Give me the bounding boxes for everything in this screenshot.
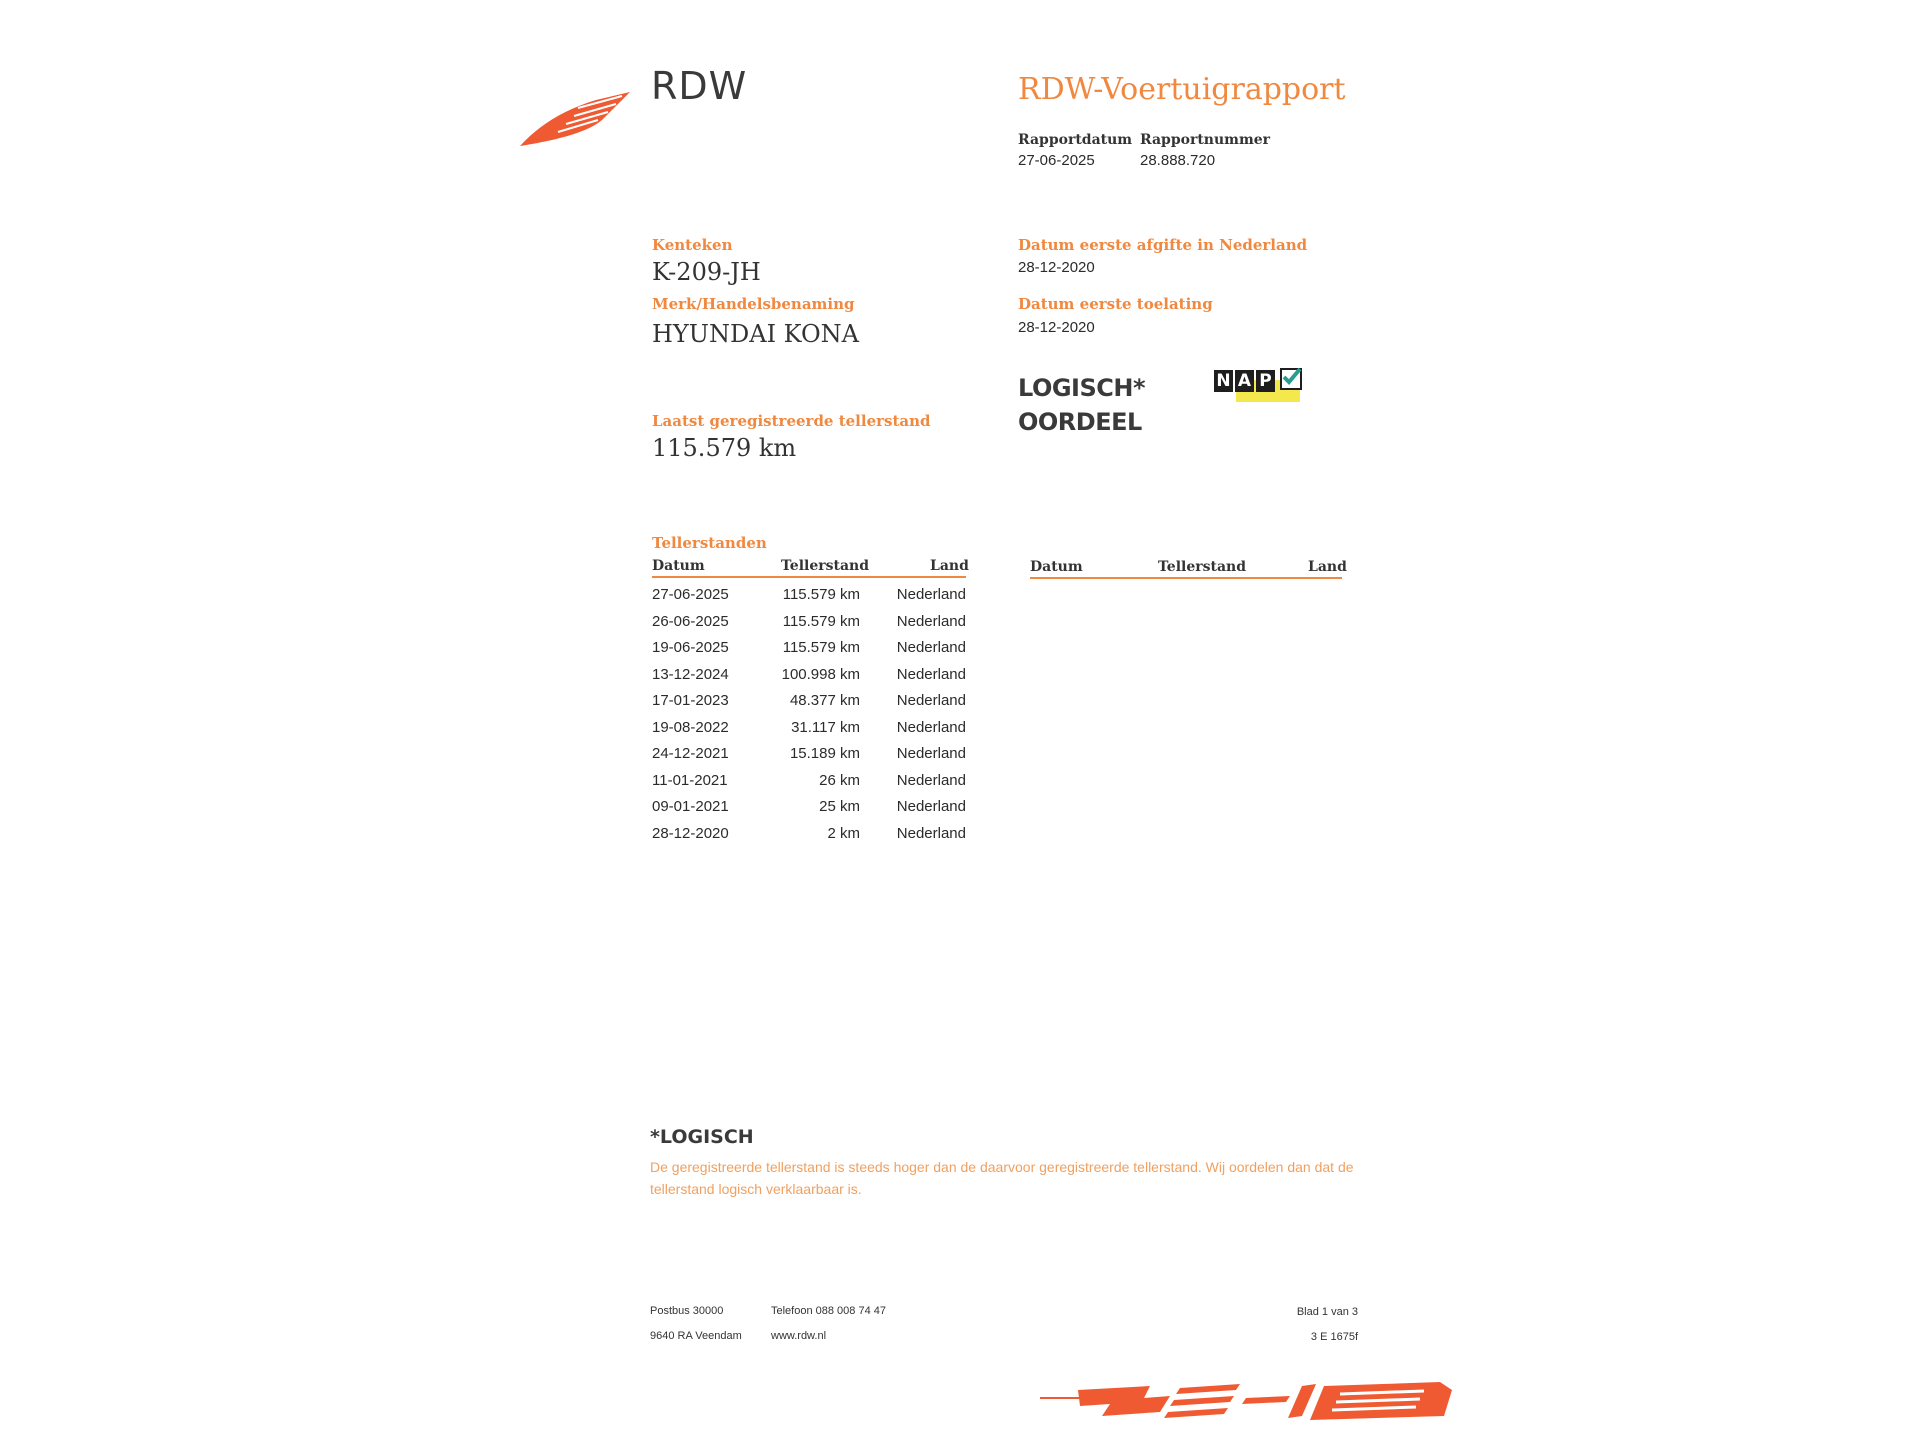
report-number-block <box>1140 132 1270 169</box>
table-row <box>652 613 966 639</box>
footer-code: 3 E 1675f <box>1310 1331 1358 1343</box>
row-country: Nederland <box>896 771 966 789</box>
row-country: Nederland <box>896 718 966 736</box>
col-header-reading: Tellerstand <box>781 558 870 574</box>
table-row <box>652 692 966 718</box>
col-header-date-2: Datum <box>1030 559 1083 575</box>
report-date: 27-06-2025 <box>1018 152 1095 169</box>
footer-postbus: Postbus 30000 <box>650 1305 724 1317</box>
table-row <box>652 719 966 745</box>
report-date-label: Rapportdatum <box>1018 132 1133 148</box>
table-row <box>652 745 966 771</box>
row-country: Nederland <box>896 586 966 603</box>
row-country: Nederland <box>896 639 966 656</box>
row-reading: 31.117 km <box>791 718 860 736</box>
row-country: Nederland <box>896 692 966 709</box>
nap-letter-p: P <box>1256 370 1275 392</box>
row-reading: 115.579 km <box>782 612 860 630</box>
nap-logo-icon <box>1214 368 1302 404</box>
report-title: RDW-Voertuigrapport <box>1018 72 1346 107</box>
rdw-feather-logo-icon <box>518 86 634 148</box>
row-reading: 115.579 km <box>782 639 860 656</box>
report-date-block <box>1018 132 1132 169</box>
row-reading: 25 km <box>819 798 860 815</box>
make-value: HYUNDAI KONA <box>652 320 859 348</box>
row-reading: 115.579 km <box>782 586 860 603</box>
col-header-country-2: Land <box>1308 559 1347 575</box>
footer-web: www.rdw.nl <box>771 1330 827 1342</box>
row-country: Nederland <box>896 612 966 630</box>
row-reading: 2 km <box>827 824 860 842</box>
first-issue-value: 28-12-2020 <box>1018 259 1095 276</box>
table-row <box>652 639 966 665</box>
row-date: 24-12-2021 <box>652 745 729 762</box>
report-number-label: Rapportnummer <box>1140 132 1271 148</box>
row-reading: 100.998 km <box>781 665 860 683</box>
odometer-value: 115.579 km <box>652 434 797 462</box>
row-reading: 26 km <box>819 771 860 789</box>
table-row <box>652 798 966 824</box>
rdw-stripe-logo-icon <box>1040 1376 1460 1422</box>
report-number: 28.888.720 <box>1140 152 1216 169</box>
row-country: Nederland <box>896 665 966 683</box>
footnote-text: De geregistreerde tellerstand is steeds hoger dan de daarvoor geregistreerde tellerstand. Wij oordelen dan dat de tellerstand logisch verklaarbaar is. <box>650 1159 1354 1197</box>
footnote-title: *LOGISCH <box>650 1126 754 1148</box>
row-country: Nederland <box>896 798 966 815</box>
col-header-reading-2: Tellerstand <box>1158 559 1247 575</box>
footer-city: 9640 RA Veendam <box>650 1330 742 1342</box>
row-reading: 15.189 km <box>789 745 860 762</box>
row-date: 11-01-2021 <box>652 771 728 789</box>
row-date: 27-06-2025 <box>652 586 729 603</box>
plate-value: K-209-JH <box>652 258 761 286</box>
table-header-divider <box>652 576 966 578</box>
nap-letter-a: A <box>1235 370 1254 392</box>
nap-letter-n: N <box>1214 370 1233 392</box>
row-country: Nederland <box>896 824 966 842</box>
row-reading: 48.377 km <box>789 692 860 709</box>
verdict-line-2: OORDEEL <box>1018 408 1142 436</box>
row-date: 19-08-2022 <box>652 718 729 736</box>
row-date: 19-06-2025 <box>652 639 729 656</box>
row-date: 26-06-2025 <box>652 612 729 630</box>
table-row <box>652 666 966 692</box>
row-date: 28-12-2020 <box>652 824 729 842</box>
col-header-date: Datum <box>652 558 705 574</box>
row-date: 13-12-2024 <box>652 665 729 683</box>
table-row <box>652 825 966 851</box>
footer-phone: Telefoon 088 008 74 47 <box>771 1305 886 1317</box>
first-issue-label: Datum eerste afgifte in Nederland <box>1018 236 1308 254</box>
row-date: 17-01-2023 <box>652 692 729 709</box>
first-admission-value: 28-12-2020 <box>1018 319 1095 336</box>
row-date: 09-01-2021 <box>652 798 729 815</box>
verdict-line-1: LOGISCH* <box>1018 374 1146 402</box>
row-country: Nederland <box>896 745 966 762</box>
checkmark-icon <box>1280 368 1302 390</box>
make-label: Merk/Handelsbenaming <box>652 295 855 313</box>
table-row <box>652 586 966 612</box>
first-admission-label: Datum eerste toelating <box>1018 295 1213 313</box>
table-header-divider-2 <box>1030 577 1342 579</box>
brand-name: RDW <box>651 64 748 108</box>
table-row <box>652 772 966 798</box>
footer-page: Blad 1 van 3 <box>1296 1306 1358 1318</box>
plate-label: Kenteken <box>652 236 733 254</box>
readings-title: Tellerstanden <box>652 534 767 552</box>
col-header-country: Land <box>930 558 969 574</box>
odometer-label: Laatst geregistreerde tellerstand <box>652 412 931 430</box>
